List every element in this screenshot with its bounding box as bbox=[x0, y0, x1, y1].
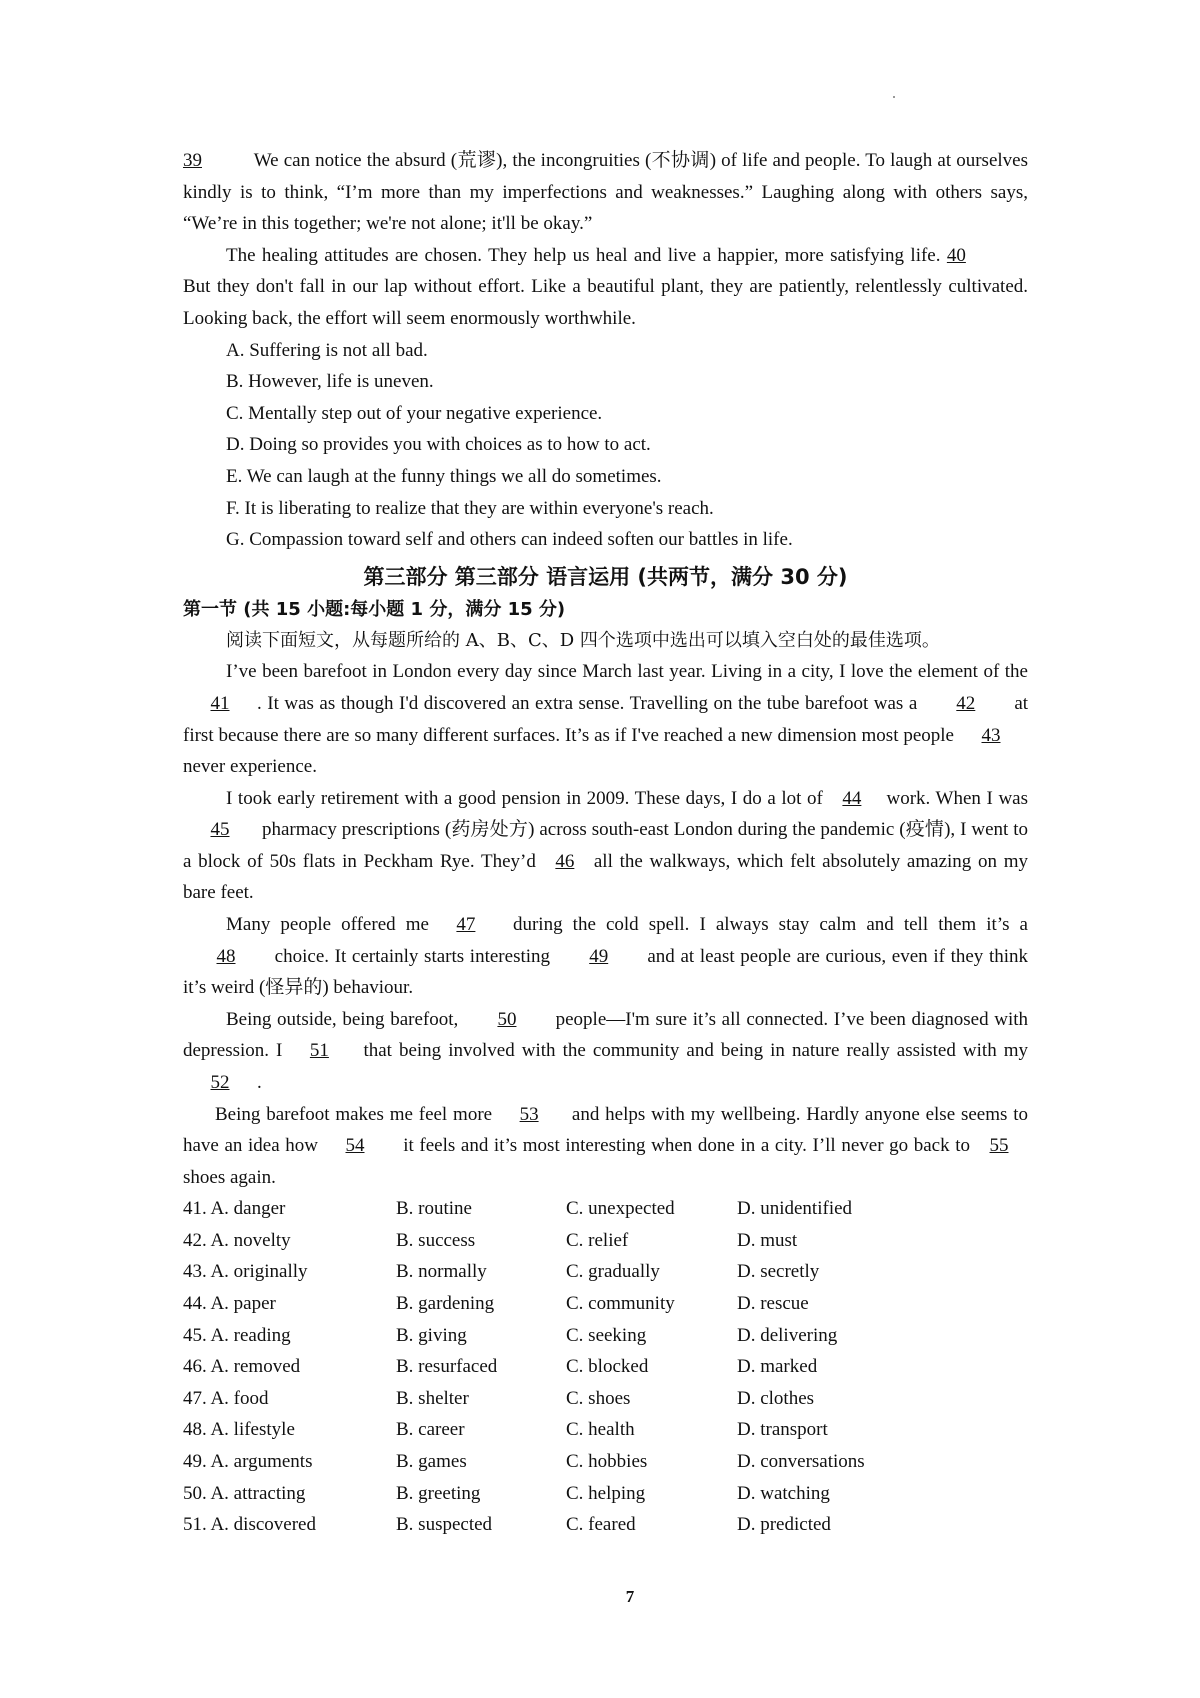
blank-39: 39 bbox=[183, 150, 202, 171]
choice-b: B. greeting bbox=[396, 1482, 481, 1504]
section-title: 第一节 (共 15 小题:每小题 1 分，满分 15 分) bbox=[183, 598, 566, 620]
para5-text-3: it feels and it’s most interesting when done in a city. I’ll never go back to bbox=[403, 1135, 970, 1157]
choice-c: C. shoes bbox=[566, 1387, 631, 1409]
blank-41: 41 bbox=[210, 692, 230, 714]
choice-c: C. gradually bbox=[566, 1261, 660, 1283]
option-c: C. Mentally step out of your negative experience. bbox=[226, 402, 603, 424]
para1-text-1: I’ve been barefoot in London every day since March last year. Living in a city, I love the element of the bbox=[226, 661, 1028, 683]
question-row bbox=[183, 1320, 937, 1352]
blank-51: 51 bbox=[309, 1040, 329, 1062]
para4-text-3: that being involved with the community and being in nature really assisted with my bbox=[363, 1040, 1029, 1062]
question-row bbox=[183, 1509, 937, 1541]
choice-c: C. community bbox=[566, 1292, 675, 1314]
choice-c: C. relief bbox=[566, 1229, 629, 1251]
para4-text-2: people—I'm sure it’s all connected. I’ve been diagnosed with depression. I bbox=[183, 1008, 1029, 1062]
choice-d: D. rescue bbox=[737, 1292, 809, 1314]
choice-d: D. conversations bbox=[737, 1450, 865, 1472]
blank-42: 42 bbox=[956, 692, 976, 714]
question-row bbox=[183, 1257, 937, 1289]
choice-d: D. marked bbox=[737, 1356, 818, 1378]
cloze-paragraph-2 bbox=[183, 783, 1028, 909]
question-table bbox=[183, 1193, 937, 1541]
question-row bbox=[183, 1383, 937, 1415]
cloze-paragraph-5 bbox=[183, 1099, 1028, 1194]
choice-b: B. gardening bbox=[396, 1292, 495, 1314]
choice-a: 41. A. danger bbox=[183, 1198, 286, 1220]
choice-d: D. predicted bbox=[737, 1514, 831, 1536]
choice-b: B. resurfaced bbox=[396, 1356, 498, 1378]
para5-text-1: Being barefoot makes me feel more bbox=[215, 1103, 493, 1125]
blank-49: 49 bbox=[589, 945, 609, 967]
para3-text-2: during the cold spell. I always stay calm and tell them it’s a bbox=[512, 914, 1028, 936]
choice-b: B. career bbox=[396, 1419, 465, 1441]
paragraph-40 bbox=[183, 240, 1028, 335]
question-row bbox=[183, 1478, 937, 1510]
choice-c: C. helping bbox=[566, 1482, 646, 1504]
choice-a: 51. A. discovered bbox=[183, 1514, 316, 1536]
choice-b: B. giving bbox=[396, 1324, 467, 1346]
para2-text-2: work. When I was bbox=[886, 787, 1029, 809]
blank-46: 46 bbox=[555, 850, 575, 872]
option-f: F. It is liberating to realize that they are within everyone's reach. bbox=[226, 497, 714, 519]
blank-50: 50 bbox=[497, 1008, 517, 1030]
choice-c: C. blocked bbox=[566, 1356, 649, 1378]
page-number: 7 bbox=[625, 1587, 635, 1606]
part-title: 第三部分 第三部分 语言运用 (共两节，满分 30 分) bbox=[363, 564, 848, 589]
option-e: E. We can laugh at the funny things we all do sometimes. bbox=[226, 465, 662, 487]
choice-c: C. hobbies bbox=[566, 1450, 648, 1472]
choice-a: 46. A. removed bbox=[183, 1356, 301, 1378]
choice-a: 42. A. novelty bbox=[183, 1229, 291, 1251]
question-row bbox=[183, 1288, 937, 1320]
question-row bbox=[183, 1351, 937, 1383]
choice-c: C. unexpected bbox=[566, 1198, 675, 1220]
instruction: 阅读下面短文，从每题所给的 A、B、C、D 四个选项中选出可以填入空白处的最佳选项。 bbox=[226, 629, 940, 651]
blank-43: 43 bbox=[981, 724, 1001, 746]
blank-45: 45 bbox=[210, 819, 230, 841]
choice-d: D. watching bbox=[737, 1482, 830, 1504]
blank-53: 53 bbox=[519, 1103, 539, 1125]
para5-text-2: and helps with my wellbeing. Hardly anyone else seems to have an idea how bbox=[183, 1103, 1028, 1157]
choice-a: 43. A. originally bbox=[183, 1261, 308, 1283]
cloze-paragraph-3 bbox=[183, 909, 1028, 1004]
choice-d: D. transport bbox=[737, 1419, 828, 1441]
choice-c: C. health bbox=[566, 1419, 635, 1441]
choice-d: D. clothes bbox=[737, 1387, 815, 1409]
blank-55: 55 bbox=[989, 1135, 1009, 1157]
para4-text-1: Being outside, being barefoot, bbox=[226, 1008, 459, 1030]
blank-48: 48 bbox=[216, 945, 236, 967]
scan-dot bbox=[893, 96, 895, 98]
choice-d: D. secretly bbox=[737, 1261, 820, 1283]
para4-text-4: . bbox=[257, 1072, 262, 1094]
cloze-paragraph-1 bbox=[183, 656, 1028, 782]
choice-a: 45. A. reading bbox=[183, 1324, 291, 1346]
para3-text-1: Many people offered me bbox=[226, 914, 429, 936]
blank-54: 54 bbox=[345, 1135, 365, 1157]
choice-d: D. delivering bbox=[737, 1324, 838, 1346]
paragraph-39-text: We can notice the absurd (荒谬), the incongruities (不协调) of life and people. To laugh at ourselves kindly is to think, “I’m more than my imperfections and weaknesses.” Laughing along with others says, “We’re in this together; we're not alone; it'll be okay.” bbox=[183, 150, 1028, 235]
choice-b: B. games bbox=[396, 1450, 467, 1472]
choice-a: 47. A. food bbox=[183, 1387, 269, 1409]
question-row bbox=[183, 1415, 937, 1447]
para1-text-3: at first because there are so many different surfaces. It’s as if I've reached a new dimension most people bbox=[183, 692, 1029, 746]
choice-a: 49. A. arguments bbox=[183, 1450, 313, 1472]
choice-b: B. normally bbox=[396, 1261, 487, 1283]
choice-b: B. shelter bbox=[396, 1387, 469, 1409]
choice-a: 48. A. lifestyle bbox=[183, 1419, 295, 1441]
option-a: A. Suffering is not all bad. bbox=[226, 339, 428, 361]
choice-d: D. unidentified bbox=[737, 1198, 853, 1220]
option-d: D. Doing so provides you with choices as to how to act. bbox=[226, 434, 651, 456]
choice-a: 50. A. attracting bbox=[183, 1482, 306, 1504]
choice-b: B. routine bbox=[396, 1198, 472, 1220]
blank-40: 40 bbox=[946, 244, 966, 266]
question-row bbox=[183, 1225, 937, 1257]
question-row bbox=[183, 1193, 937, 1225]
choice-c: C. seeking bbox=[566, 1324, 647, 1346]
choice-b: B. success bbox=[396, 1229, 476, 1251]
para3-text-4: and at least people are curious, even if they think it’s weird (怪异的) behaviour. bbox=[183, 945, 1029, 999]
question-row bbox=[183, 1446, 937, 1478]
paragraph-40-pre: The healing attitudes are chosen. They help us heal and live a happier, more satisfying life. bbox=[226, 244, 941, 266]
blank-52: 52 bbox=[210, 1072, 230, 1094]
para1-text-4: never experience. bbox=[183, 756, 317, 778]
choice-b: B. suspected bbox=[396, 1514, 493, 1536]
choice-a: 44. A. paper bbox=[183, 1292, 276, 1314]
blank-47: 47 bbox=[456, 914, 476, 936]
choice-d: D. must bbox=[737, 1229, 798, 1251]
paragraph-39 bbox=[183, 145, 1028, 240]
para1-text-2: . It was as though I'd discovered an extra sense. Travelling on the tube barefoot was a bbox=[257, 692, 918, 714]
para2-text-1: I took early retirement with a good pension in 2009. These days, I do a lot of bbox=[226, 787, 823, 809]
blank-44: 44 bbox=[842, 787, 862, 809]
para2-text-4: all the walkways, which felt absolutely amazing on my bare feet. bbox=[183, 850, 1029, 904]
choice-c: C. feared bbox=[566, 1514, 636, 1536]
seven-choice-options bbox=[183, 335, 1028, 556]
cloze-paragraph-4 bbox=[183, 1004, 1028, 1099]
para2-text-3: pharmacy prescriptions (药房处方) across south-east London during the pandemic (疫情), I went to a block of 50s flats in Peckham Rye. They’d bbox=[183, 819, 1029, 872]
option-g: G. Compassion toward self and others can indeed soften our battles in life. bbox=[226, 529, 793, 551]
paragraph-40-post: But they don't fall in our lap without effort. Like a beautiful plant, they are patiently, relentlessly cultivated. Looking back, the effort will seem enormously worthwhile. bbox=[183, 276, 1028, 329]
para3-text-3: choice. It certainly starts interesting bbox=[274, 945, 551, 967]
option-b: B. However, life is uneven. bbox=[226, 371, 434, 393]
para5-text-4: shoes again. bbox=[183, 1166, 276, 1188]
page-content bbox=[183, 145, 1028, 1541]
